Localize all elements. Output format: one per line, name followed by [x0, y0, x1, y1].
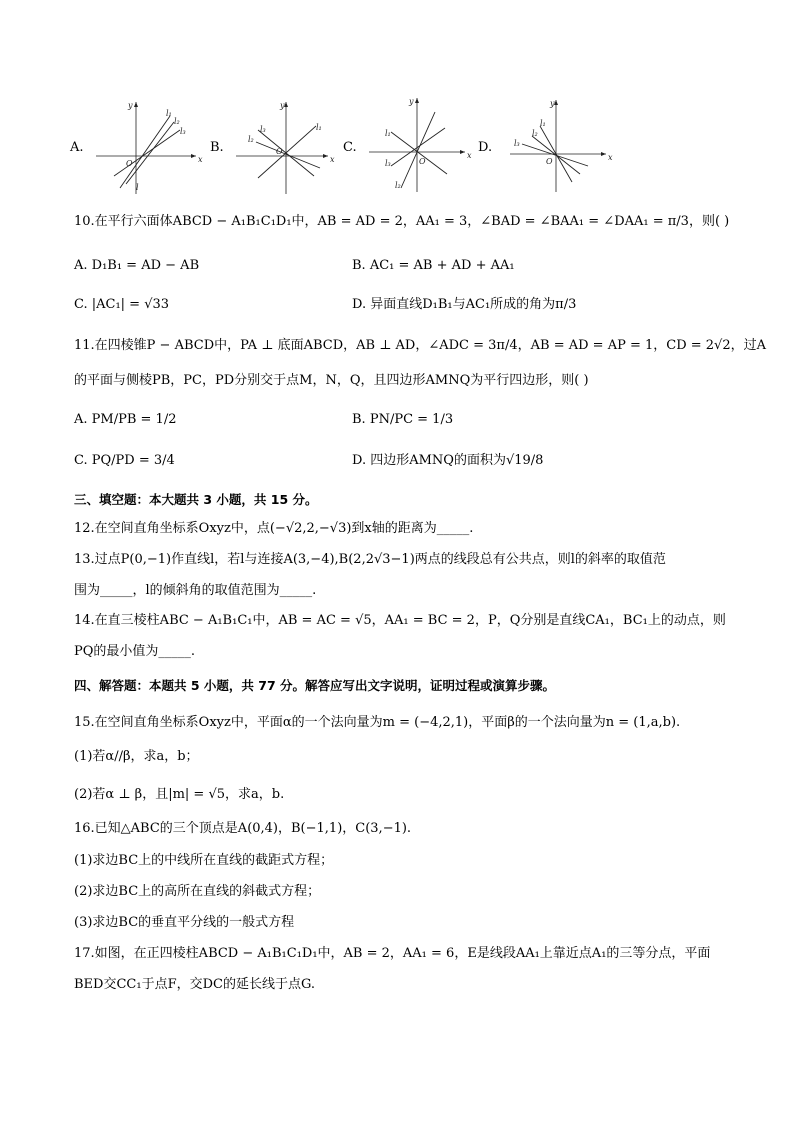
figure-b-o: O	[276, 147, 283, 156]
q13-line1: 13.过点P(0,−1)作直线l，若l与连接A(3,−4),B(2,2√3−1)两点的线段总有公共点，则l的斜率的取值范	[74, 552, 666, 567]
q11-option-b: B. PN/PC = 1/3	[352, 412, 454, 427]
q11-option-a: A. PM/PB = 1/2	[74, 412, 177, 427]
section-fill-in: 三、填空题：本大题共 3 小题，共 15 分。	[74, 492, 318, 507]
figure-a-y: y	[128, 101, 133, 110]
figure-d	[478, 96, 628, 196]
figure-b-l2: l₂	[248, 135, 254, 144]
q16-part1: (1)求边BC上的中线所在直线的截距式方程；	[74, 853, 334, 868]
figure-a-o: O	[126, 159, 133, 168]
q14-line1: 14.在直三棱柱ABC − A₁B₁C₁中，AB = AC = √5，AA₁ = BC = 2，P，Q分别是直线CA₁，BC₁上的动点，则	[74, 613, 726, 628]
q10-stem: 10.在平行六面体ABCD − A₁B₁C₁D₁中，AB = AD = 2，AA₁ = 3，∠BAD = ∠BAA₁ = ∠DAA₁ = π/3，则( )	[74, 214, 730, 229]
figure-d-l1: l₁	[540, 119, 546, 128]
q11-option-c: C. PQ/PD = 3/4	[74, 453, 175, 468]
section-answer: 四、解答题：本题共 5 小题，共 77 分。解答应写出文字说明，证明过程或演算步骤。	[74, 678, 556, 693]
figure-a	[70, 96, 220, 196]
q10-option-a: A. D₁B₁ = AD − AB	[74, 258, 200, 273]
q15-part2: (2)若α ⊥ β，且|m| = √5，求a，b.	[74, 787, 285, 802]
figure-a-l: l	[136, 183, 139, 192]
q10-option-b: B. AC₁ = AB + AD + AA₁	[352, 258, 515, 273]
figure-b-graph	[228, 96, 348, 196]
figure-c-x: x	[467, 151, 472, 160]
figure-a-l2: l₂	[174, 117, 180, 126]
figure-a-x: x	[198, 155, 203, 164]
figure-a-graph	[88, 96, 208, 196]
q12: 12.在空间直角坐标系Oxyz中，点(−√2,2,−√3)到x轴的距离为_____.	[74, 521, 474, 536]
figure-a-l3: l₃	[180, 127, 186, 136]
figure-c-l2: l₂	[395, 181, 401, 190]
q15-stem: 15.在空间直角坐标系Oxyz中，平面α的一个法向量为m = (−4,2,1)，平面β的一个法向量为n = (1,a,b).	[74, 715, 681, 730]
figure-c-l1: l₁	[385, 129, 391, 138]
figure-c-y: y	[409, 97, 414, 106]
q13-line2: 围为_____，l的倾斜角的取值范围为_____.	[74, 583, 317, 598]
q16-part3: (3)求边BC的垂直平分线的一般式方程	[74, 915, 295, 930]
figure-d-label: D.	[478, 140, 493, 155]
q11-option-d: D. 四边形AMNQ的面积为√19/8	[352, 453, 544, 468]
figure-d-y: y	[550, 99, 555, 108]
figure-c	[343, 96, 493, 196]
q14-line2: PQ的最小值为_____.	[74, 644, 196, 659]
q9-figures	[60, 96, 760, 196]
figure-d-x: x	[608, 153, 613, 162]
figure-b	[210, 96, 350, 196]
q17-line1: 17.如图，在正四棱柱ABCD − A₁B₁C₁D₁中，AB = 2，AA₁ = 6，E是线段AA₁上靠近点A₁的三等分点，平面	[74, 946, 711, 961]
q11-stem-line2: 的平面与侧棱PB，PC，PD分别交于点M，N，Q，且四边形AMNQ为平行四边形，则( )	[74, 373, 589, 388]
q11-stem-line1: 11.在四棱锥P − ABCD中，PA ⊥ 底面ABCD，AB ⊥ AD，∠ADC = 3π/4，AB = AD = AP = 1，CD = 2√2，过A	[74, 338, 767, 353]
q10-option-c: C. |AC₁| = √33	[74, 297, 170, 312]
q17-line2: BED交CC₁于点F，交DC的延长线于点G.	[74, 977, 316, 992]
figure-b-l3: l₃	[260, 125, 266, 134]
figure-a-l1: l₁	[166, 109, 172, 118]
q10-option-d: D. 异面直线D₁B₁与AC₁所成的角为π/3	[352, 297, 577, 312]
q15-part1: (1)若α//β，求a，b；	[74, 749, 199, 764]
figure-d-l2: l₂	[532, 129, 538, 138]
figure-b-x: x	[330, 155, 335, 164]
figure-a-label: A.	[70, 140, 84, 155]
figure-c-l3: l₃	[385, 159, 391, 168]
figure-c-graph	[361, 96, 481, 196]
figure-d-graph	[496, 96, 616, 196]
figure-c-o: O	[419, 157, 426, 166]
figure-b-y: y	[280, 101, 285, 110]
figure-b-l1: l₁	[316, 123, 322, 132]
figure-d-o: O	[546, 157, 553, 166]
figure-b-label: B.	[210, 140, 224, 155]
figure-c-label: C.	[343, 140, 357, 155]
q16-stem: 16.已知△ABC的三个顶点是A(0,4)，B(−1,1)，C(3,−1).	[74, 821, 412, 836]
figure-d-l3: l₃	[514, 139, 520, 148]
q16-part2: (2)求边BC上的高所在直线的斜截式方程；	[74, 884, 321, 899]
